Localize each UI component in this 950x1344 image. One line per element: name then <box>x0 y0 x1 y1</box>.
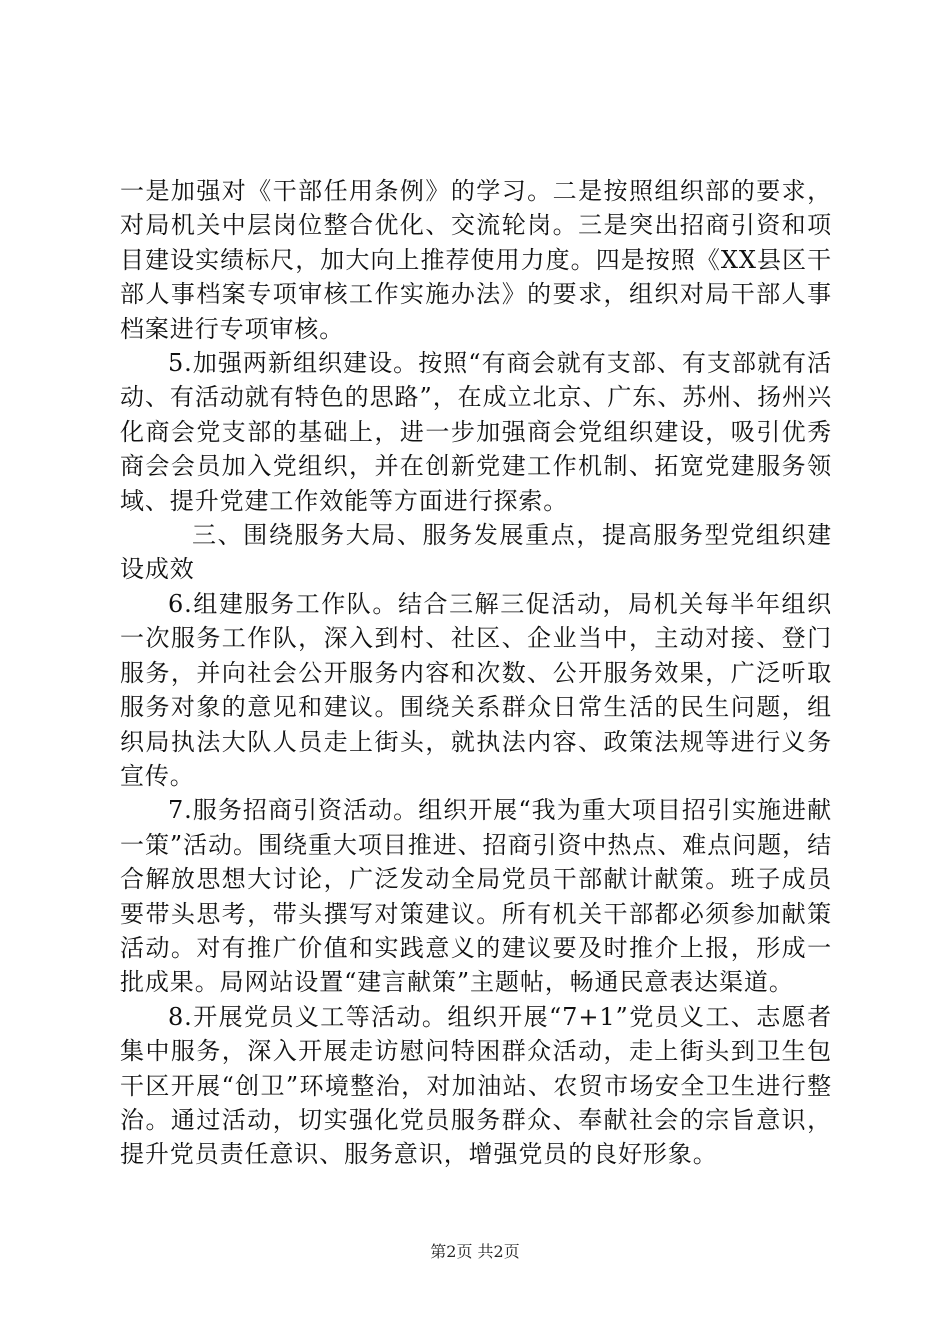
section-heading-3: 三、围绕服务大局、服务发展重点，提高服务型党组织建设成效 <box>120 521 832 584</box>
paragraph-cadre-regulations: 一是加强对《干部任用条例》的学习。二是按照组织部的要求，对局机关中层岗位整合优化、交流轮岗。三是突出招商引资和项目建设实绩标尺，加大向上推荐使用力度。四是按照《XX县区干部人事档案专项审核工作实施办法》的要求，组织对局干部人事档案进行专项审核。 <box>120 177 832 343</box>
page-footer: 第2页 共2页 <box>430 1242 520 1261</box>
paragraph-item-7: 7.服务招商引资活动。组织开展“我为重大项目招引实施进献一策”活动。围绕重大项目推进、招商引资中热点、难点问题，结合解放思想大讨论，广泛发动全局党员干部献计献策。班子成员要带头思考，带头撰写对策建议。所有机关干部都必须参加献策活动。对有推广价值和实践意义的建议要及时推介上报，形成一批成果。局网站设置“建言献策”主题帖，畅通民意表达渠道。 <box>120 796 832 997</box>
paragraph-item-6: 6.组建服务工作队。结合三解三促活动，局机关每半年组织一次服务工作队，深入到村、社区、企业当中，主动对接、登门服务，并向社会公开服务内容和次数、公开服务效果，广泛听取服务对象的意见和建议。围绕关系群众日常生活的民生问题，组织局执法大队人员走上街头，就执法内容、政策法规等进行义务宣传。 <box>120 589 832 790</box>
paragraph-item-8: 8.开展党员义工等活动。组织开展“7+1”党员义工、志愿者集中服务，深入开展走访慰问特困群众活动，走上街头到卫生包干区开展“创卫”环境整治，对加油站、农贸市场安全卫生进行整治。通过活动，切实强化党员服务群众、奉献社会的宗旨意识，提升党员责任意识、服务意识，增强党员的良好形象。 <box>120 1002 832 1169</box>
paragraph-item-5: 5.加强两新组织建设。按照“有商会就有支部、有支部就有活动、有活动就有特色的思路”，在成立北京、广东、苏州、扬州兴化商会党支部的基础上，进一步加强商会党组织建设，吸引优秀商会会员加入党组织，并在创新党建工作机制、拓宽党建服务领域、提升党建工作效能等方面进行探索。 <box>120 349 832 515</box>
document-body <box>120 174 832 1172</box>
